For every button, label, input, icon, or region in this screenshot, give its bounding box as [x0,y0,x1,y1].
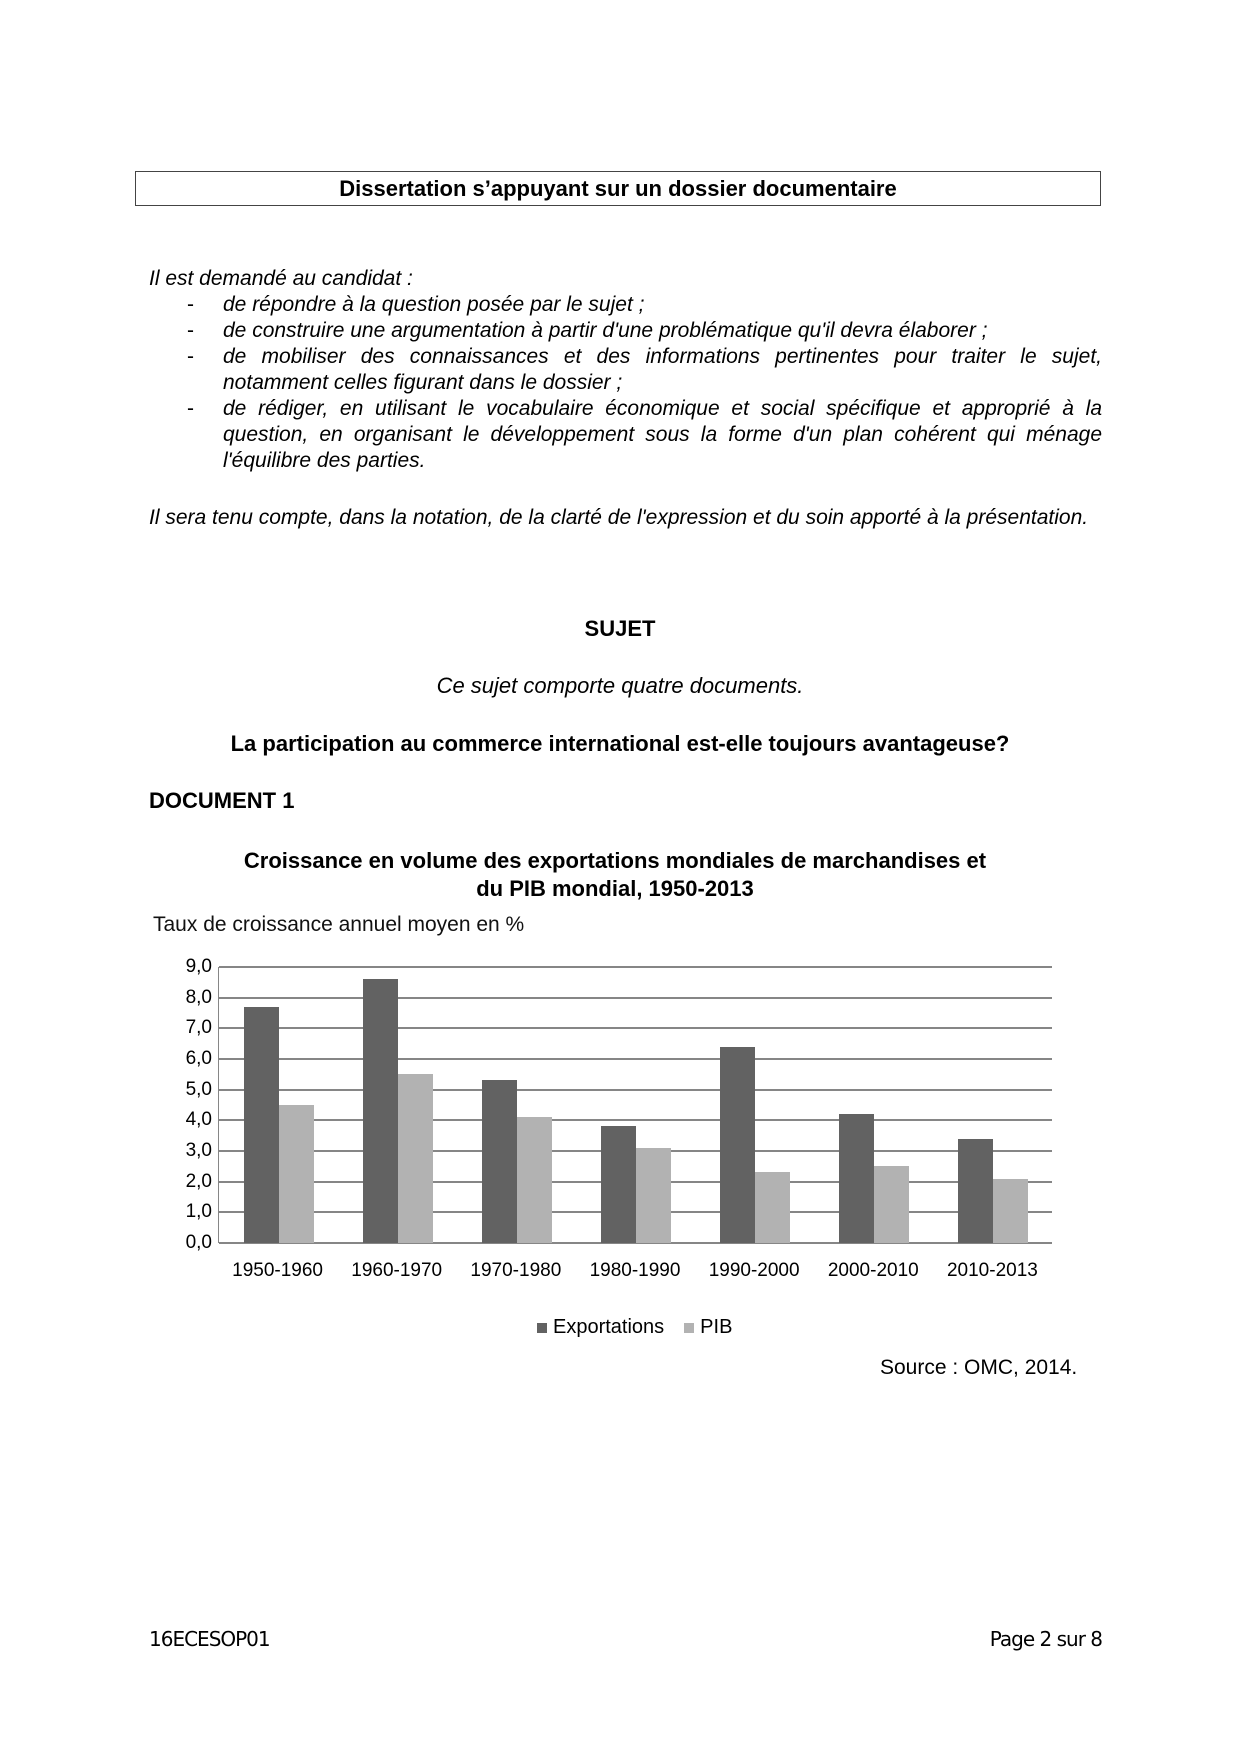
y-axis-label: Taux de croissance annuel moyen en % [153,913,525,936]
instruction-item: - de construire une argumentation à partir d'une problématique qu'il devra élaborer ; [187,319,988,342]
chart-title: Croissance en volume des exportations mondiales de marchandises et du PIB mondial, 1950-2013 [243,848,987,901]
bullet-dash: - [187,293,194,316]
y-tick-label: 1,0 [185,1201,212,1223]
bar-exportations-1950-1960 [244,1007,279,1243]
instruction-item: - de rédiger, en utilisant le vocabulaire économique et social spécifique et approprié à la question, en organisant le développement sous la forme d'un plan cohérent qui ménage l'équilibre des parties. [187,397,1102,472]
bar-pib-2000-2010 [874,1166,909,1243]
legend-swatch-exportations [537,1323,547,1333]
bar-exportations-1970-1980 [482,1080,517,1243]
gridline [219,997,1052,999]
x-tick-label: 1990-2000 [708,1260,800,1281]
sujet-subtitle: Ce sujet comporte quatre documents. [436,673,804,698]
y-tick-label: 6,0 [185,1048,212,1069]
y-tick-label: 3,0 [185,1140,212,1161]
instruction-item: - de mobiliser des connaissances et des informations pertinentes pour traiter le sujet, notamment celles figurant dans le dossier ; [187,345,1102,394]
presentation-note: Il sera tenu compte, dans la notation, de la clarté de l'expression et du soin apporté à la présentation. [149,506,1089,529]
bar-pib-1950-1960 [279,1105,314,1243]
chart-plot-area [185,956,1052,1253]
bar-pib-1990-2000 [755,1172,790,1243]
bar-exportations-2010-2013 [958,1139,993,1243]
dissertation-question: La participation au commerce international est-elle toujours avantageuse? [230,731,1010,756]
y-tick-label: 9,0 [185,956,212,977]
y-tick-label: 0,0 [185,1232,212,1253]
x-tick-label: 1970-1980 [470,1260,562,1281]
y-tick-label: 4,0 [185,1109,212,1131]
gridline [219,966,1052,968]
x-tick-label: 1950-1960 [232,1260,323,1281]
bar-pib-2010-2013 [993,1179,1028,1243]
gridline [219,1058,1052,1060]
gridline [219,1089,1052,1091]
legend-item-pib: PIB [684,1316,732,1339]
exam-type-header [135,171,1101,206]
bar-pib-1980-1990 [636,1148,671,1243]
bar-exportations-1980-1990 [601,1126,636,1243]
footer-page-number: Page 2 sur 8 [989,1627,1102,1651]
document-label: DOCUMENT 1 [149,788,295,813]
instructions-list [149,292,1102,474]
chart-source: Source : OMC, 2014. [880,1356,1078,1379]
y-tick-label: 2,0 [185,1170,212,1192]
instruction-item: - de répondre à la question posée par le sujet ; [187,293,645,316]
exam-type-title: Dissertation s’appuyant sur un dossier documentaire [339,175,897,201]
footer-exam-code: 16ECESOP01 [149,1627,270,1651]
x-tick-label: 2000-2010 [827,1260,919,1281]
legend-item-exportations: Exportations [537,1316,664,1339]
chart-legend [537,1316,752,1339]
bullet-dash: - [187,319,194,342]
bar-exportations-1960-1970 [363,979,398,1243]
bar-exportations-2000-2010 [839,1114,874,1243]
x-tick-label: 1960-1970 [351,1260,443,1281]
bar-exportations-1990-2000 [720,1047,755,1243]
x-tick-label: 2010-2013 [946,1260,1038,1281]
gridline [219,1027,1052,1029]
bullet-dash: - [187,397,194,420]
bar-pib-1970-1980 [517,1117,552,1243]
y-tick-label: 7,0 [185,1017,212,1039]
instructions-intro: Il est demandé au candidat : [149,267,413,290]
y-tick-label: 5,0 [185,1078,212,1100]
legend-swatch-pib [684,1323,694,1333]
gridline [219,1119,1052,1121]
bullet-dash: - [187,345,194,368]
sujet-heading: SUJET [584,616,656,641]
bar-pib-1960-1970 [398,1074,433,1243]
y-tick-label: 8,0 [185,986,212,1008]
x-tick-label: 1980-1990 [589,1260,681,1281]
